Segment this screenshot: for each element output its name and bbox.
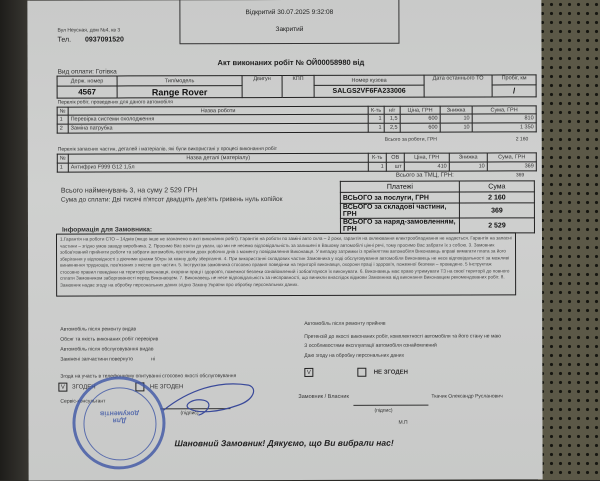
check-line: Автомобіль після ремонту видав [60, 326, 137, 333]
customer-sign-label: (підпис) [374, 407, 393, 414]
cell: 1 [57, 115, 68, 124]
consultant-role: Сервіс-консультант [60, 398, 106, 405]
customer-signature-line [353, 405, 428, 406]
check-line: З особливостями експлуатації автомобіля ознайомлений [304, 342, 437, 349]
agree-checkbox[interactable]: V [304, 368, 313, 377]
car-header: Держ. номер [57, 76, 117, 86]
consultant-sign-label: (підпис) [180, 410, 199, 417]
cell: 10 [440, 114, 472, 123]
col-header: ОВ [386, 153, 404, 162]
cell: 600 [400, 123, 440, 132]
car-table [57, 74, 537, 98]
col-header: К-ть [368, 153, 386, 162]
payment-type: Вид оплати: Готівка [57, 68, 117, 76]
address: Вул Неусная, дом №4, кв 3 [57, 27, 121, 34]
table-row [57, 123, 536, 133]
cell: 369 [487, 162, 536, 171]
col-header: № [57, 107, 68, 115]
car-model: Range Rover [117, 86, 242, 98]
parts-table [57, 152, 537, 172]
info-title: Інформація для Замовника: [61, 226, 153, 234]
works-table [57, 105, 537, 133]
agree-label: ЗГОДЕН [72, 384, 96, 391]
company-stamp [72, 376, 165, 469]
col-header: Ціна, ГРН [400, 106, 440, 114]
status-box [179, 0, 399, 44]
cell: 1 [368, 123, 384, 132]
check-line: Автомобіль після обслуговування видав [60, 346, 154, 353]
cell: ВСЬОГО за складові частини, ГРН [340, 203, 459, 218]
col-header: Ціна, ГРН [404, 153, 449, 162]
amount-in-words: Сума до сплати: Дві тисячі п'ятсот двадцять дев'ять гривень нуль копійок [60, 196, 283, 204]
handwritten-signature [158, 370, 268, 420]
vin: SALGS2VF6FA233006 [314, 85, 424, 97]
thank-you-message: Шановний Замовник! Дякуємо, що Ви вибрали нас! [174, 437, 394, 449]
table-row [340, 203, 534, 219]
cell: 2 160 [459, 192, 534, 203]
col-header: Знижка [449, 153, 487, 162]
disagree-checkbox[interactable] [357, 368, 366, 377]
car-header: Тип/модель [117, 76, 242, 86]
cell: 1 [57, 163, 68, 172]
info-text: 1.Гарантія на роботи СТО – 14днів (якщо інше не зазначено в акті виконаних робіт). Гарантія на роботи по заміні авто скла – 2 роки, гарантія на оклеювання електрообладнання не надається. Гарантія на запасні частини – згідно умов заводу виробника. 2. Просимо Вас взяти до уваги, що ми не несемо відповідальність за залишені в Вашому автомобілі цінні речі, тому просимо Вас забрати їх з собою. 3. Замовник зобов'язаний прийняти роботи та забрати автомобіль протягом двох робочих днів з моменту повідомлення Виконавця. У випадку затримки із прийняттям автомобіля Виконавець вправі вимагати плата за його зберігання у відповідності з діючими цінами 50грн за кожну добу зберігання. 4. При використанні складових частин Замовника у ході обслуговування автомобіля Виконавець не несе відповідальності за можливі виникнення труднощів, пов'язаних з якістю цих частин. 5. Інструктаж замовника стосовно правил поведінки на території виконавця, охорони праці і здоров'я, пожежної безпеки – проведено. 5 Інструктаж стосовно правил поведінки на території виконавця, охорони праці і здоров'я, пожежної безпеки ознайомлений і зобов'язуюся їх виконувати. 6. Виконавець має право утримувати ТЗ на своєї території до повного сплати Замовником заборгованості перед Виконавцем. 7. Виконавець не несе відповідальність за несправності, що виникли внаслідок відмови Замовника від виконання Виконавцем рекомендованих робіт. 8. Замовник надає згоду на обробку персональних даних згідно Закону України про обробку персональних даних. [56, 232, 516, 296]
car-header: Пробіг, км [492, 75, 536, 85]
stamp-text: Для документів [99, 409, 139, 424]
cell: шт [386, 162, 404, 171]
check-line: Даю згоду на обробку персональних даних [304, 352, 405, 359]
col-header: Назва роботи [68, 106, 368, 115]
cell: 10 [440, 123, 472, 132]
phone-row [57, 36, 123, 43]
mileage: / [492, 85, 536, 97]
background-left [0, 0, 30, 480]
table-row [57, 162, 536, 172]
parts-total-label: Всього за ТМЦ, ГРН: [395, 172, 454, 179]
col-header: К-ть [368, 106, 384, 114]
car-header: Номер кузова [314, 75, 424, 85]
consent-line: Згода на участь в телефонному опитуванні стосовно якості обслуговування [60, 373, 237, 380]
cell: 810 [472, 114, 536, 123]
cell: Антифриз F999 G12 1,5л [68, 162, 368, 172]
status-open: Відкритий 30.07.2025 9:32:08 [245, 8, 334, 17]
col-header: Сума, ГРН [472, 106, 536, 114]
stamp-place-label: М.П [398, 419, 408, 426]
returned-mark: ні [151, 356, 155, 363]
disagree-label: НЕ ЗГОДЕН [149, 384, 184, 391]
parts-total-value: 369 [515, 172, 525, 179]
phone-label: Тел. [57, 36, 72, 44]
cell: Заміна патрубка [68, 123, 368, 133]
right-consent-options [304, 368, 408, 377]
document-page [27, 0, 542, 481]
left-checklist [60, 324, 210, 364]
works-total-value: 2 160 [515, 136, 529, 143]
customer-role: Замовник / Власник [298, 393, 349, 400]
status-closed: Закритий [275, 25, 304, 34]
cell: 410 [404, 162, 449, 171]
plate-number: 4567 [57, 86, 117, 98]
col-header: н/г [384, 106, 400, 114]
cell: 1 [368, 114, 384, 123]
cell: 2 529 [459, 218, 534, 233]
col-header: Сума, ГРН [487, 153, 536, 162]
col-header: № [57, 154, 68, 163]
cell: 10 [449, 162, 487, 171]
col-header: Знижка [440, 106, 472, 114]
check-line: Замінені запчастини повернуто [60, 356, 134, 363]
cell: 369 [459, 203, 534, 218]
cell: 2,5 [384, 123, 400, 132]
car-header: КПП [282, 75, 314, 97]
disagree-label: НЕ ЗГОДЕН [373, 369, 408, 376]
right-checklist [304, 319, 514, 361]
items-count-summary: Всього найменувань 3, на суму 2 529 ГРН [60, 187, 198, 195]
works-caption: Перелік робіт, проведених для даного автомобіля [57, 99, 173, 106]
works-total-label: Всього за роботи, ГРН [384, 136, 437, 143]
col-header: Сума [459, 181, 534, 192]
col-header: Назва деталі (матеріалу) [68, 153, 368, 163]
cell: 2 [57, 124, 68, 133]
cell: ВСЬОГО за послуги, ГРН [340, 192, 459, 203]
check-line: Обсяг та якість виконаних робіт перевірив [60, 336, 159, 343]
cell: 1 350 [472, 123, 536, 132]
cell: 1 [368, 162, 386, 171]
parts-caption: Перелік запасних частин, деталей і матеріалів, які були використані у процесі виконання робіт [57, 146, 278, 153]
act-title: Акт виконаних робіт № ОЙ00058980 від [217, 57, 365, 68]
car-header: Дата останнього ТО [424, 75, 492, 97]
table-row [340, 192, 534, 204]
car-header: Двигун [242, 76, 282, 98]
payments-table [340, 180, 535, 234]
cell: ВСЬОГО за наряд-замовленням, ГРН [340, 218, 459, 233]
background-fabric [538, 0, 600, 480]
check-line: Автомобіль після ремонту прийняв [304, 320, 386, 327]
cell: 600 [400, 114, 440, 123]
table-row [340, 218, 534, 234]
cell: 1,5 [384, 114, 400, 123]
col-header: Платежі [340, 181, 459, 192]
check-line: Претензій до якості виконаних робіт, комплектності автомобіля та його стану не маю [304, 332, 501, 340]
customer-name: Ткачик Олександр Русланович [431, 393, 503, 400]
agree-checkbox[interactable]: V [58, 383, 67, 392]
phone-number: 0937091520 [84, 36, 124, 44]
cell: Перевірка системи охолодження [68, 114, 368, 124]
